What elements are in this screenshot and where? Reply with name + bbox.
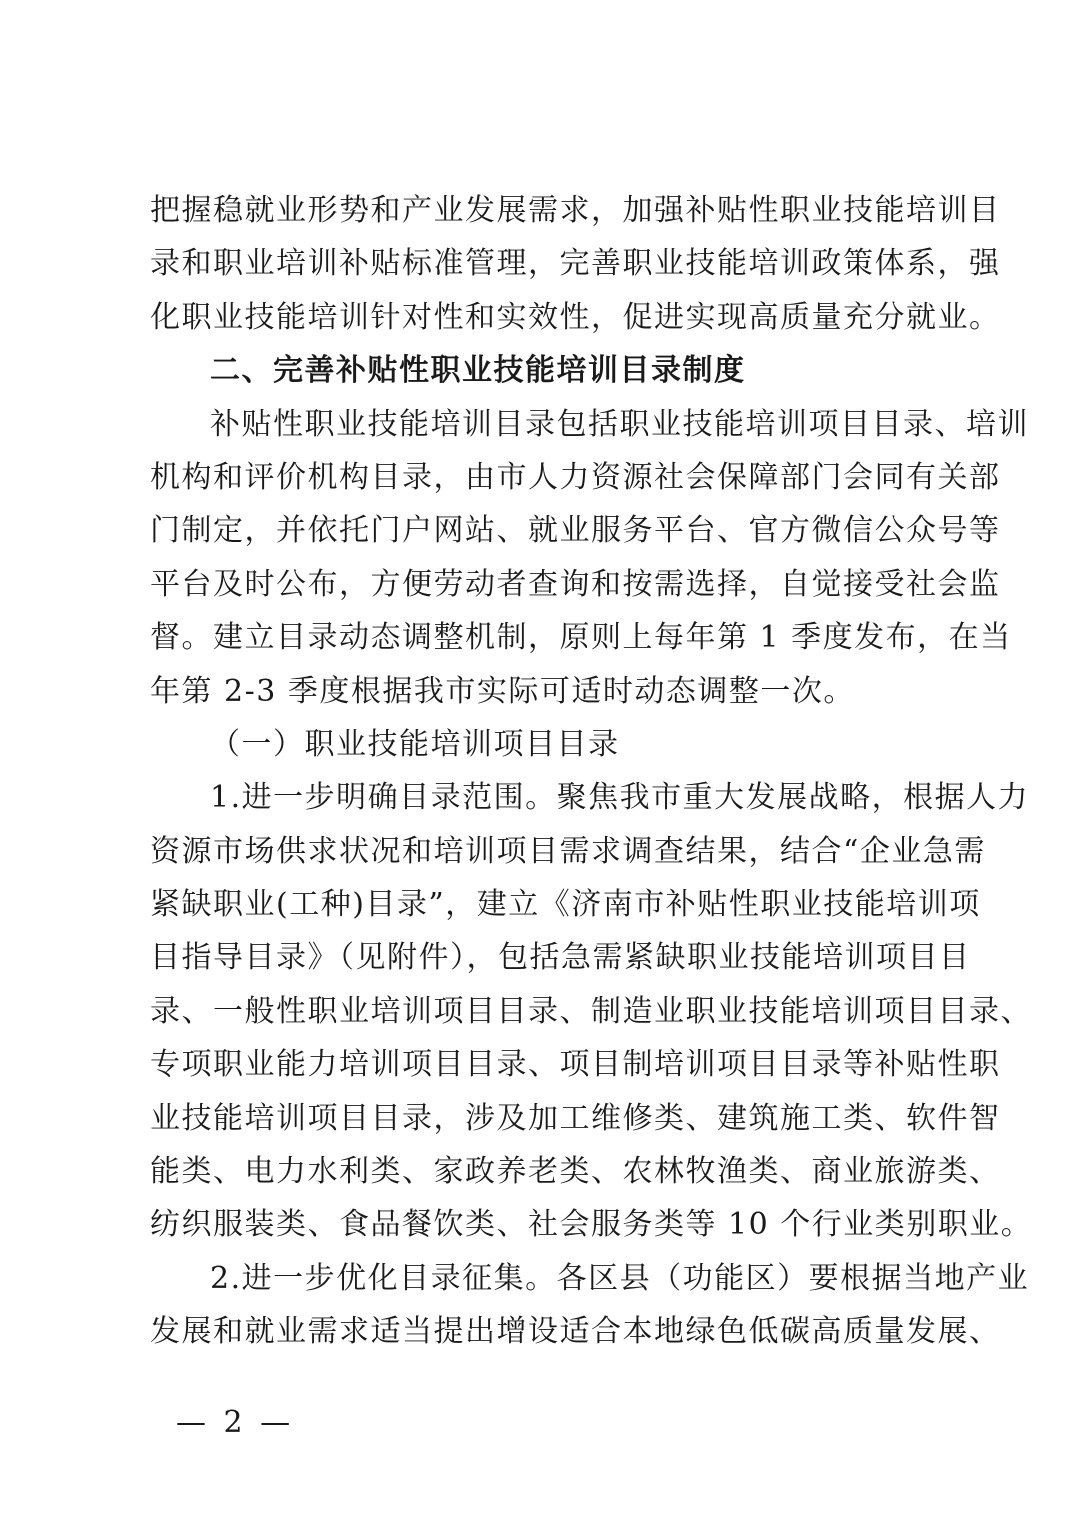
section-heading: 二、完善补贴性职业技能培训目录制度 bbox=[210, 353, 746, 389]
text-line: 2.进一步优化目录征集。各区县（功能区）要根据当地产业 bbox=[210, 1260, 1030, 1296]
text-line: 目指导目录》（见附件），包括急需紧缺职业技能培训项目目 bbox=[150, 940, 971, 976]
document-body bbox=[150, 184, 1033, 1359]
text-line: 纺织服装类、食品餐饮类、社会服务类等 10 个行业类别职业。 bbox=[150, 1207, 1033, 1243]
text-line: 机构和评价机构目录，由市人力资源社会保障部门会同有关部 bbox=[150, 459, 1001, 495]
text-line: 发展和就业需求适当提出增设适合本地绿色低碳高质量发展、 bbox=[150, 1314, 1001, 1350]
text-line: 年第 2-3 季度根据我市实际可适时动态调整一次。 bbox=[150, 673, 855, 709]
text-line: 门制定，并依托门户网站、就业服务平台、官方微信公众号等 bbox=[150, 513, 1001, 549]
text-line: 紧缺职业(工种)目录”，建立《济南市补贴性职业技能培训项 bbox=[150, 887, 981, 923]
text-line: 化职业技能培训针对性和实效性，促进实现高质量充分就业。 bbox=[150, 299, 1001, 335]
subsection-heading: （一）职业技能培训项目目录 bbox=[210, 726, 620, 762]
text-line: 录和职业培训补贴标准管理，完善职业技能培训政策体系，强 bbox=[150, 246, 1001, 282]
text-line: 补贴性职业技能培训目录包括职业技能培训项目目录、培训 bbox=[210, 406, 1029, 442]
text-line: 业技能培训项目目录，涉及加工维修类、建筑施工类、软件智 bbox=[150, 1100, 1001, 1136]
text-line: 平台及时公布，方便劳动者查询和按需选择，自觉接受社会监 bbox=[150, 566, 1001, 602]
text-line: 资源市场供求状况和培训项目需求调查结果，结合“企业急需 bbox=[150, 833, 986, 869]
text-line: 专项职业能力培训项目目录、项目制培训项目目录等补贴性职 bbox=[150, 1047, 1001, 1083]
text-line: 把握稳就业形势和产业发展需求，加强补贴性职业技能培训目 bbox=[150, 193, 1001, 228]
text-line: 督。建立目录动态调整机制，原则上每年第 1 季度发布，在当 bbox=[150, 620, 1012, 656]
text-line: 1.进一步明确目录范围。聚焦我市重大发展战略，根据人力 bbox=[210, 780, 1030, 816]
text-line: 能类、电力水利类、家政养老类、农林牧渔类、商业旅游类、 bbox=[150, 1154, 1001, 1190]
page-number: — 2 — bbox=[176, 1405, 295, 1440]
text-line: 录、一般性职业培训项目目录、制造业职业技能培训项目目录、 bbox=[150, 993, 1032, 1029]
